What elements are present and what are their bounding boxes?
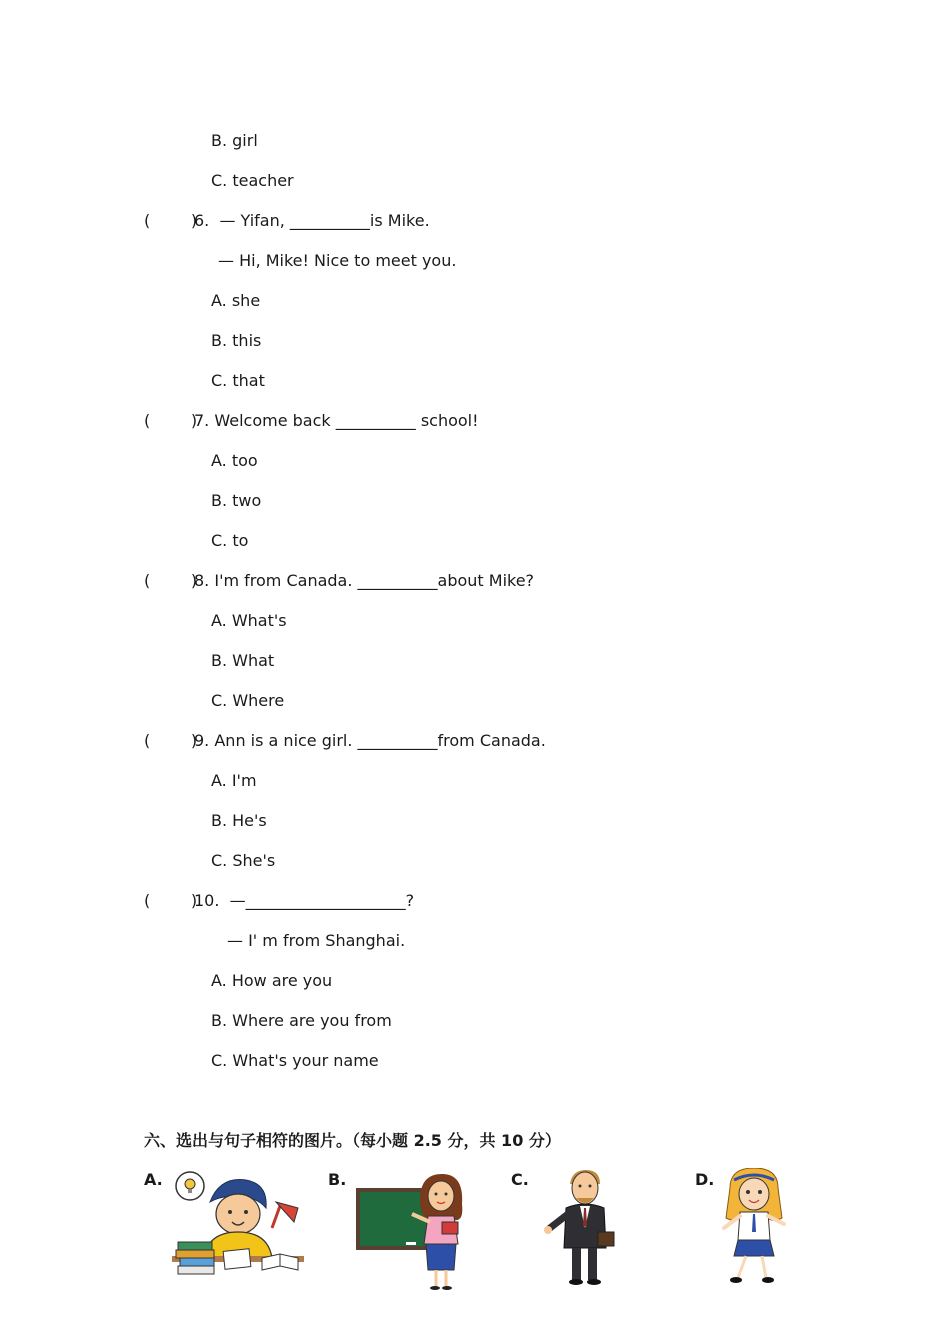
question-reply: — I' m from Shanghai. <box>227 931 406 950</box>
option-b: B. Where are you from <box>211 1011 392 1030</box>
teacher-blackboard-illustration <box>350 1170 478 1294</box>
question-stem: 10. —____________________? <box>194 891 415 910</box>
q5-option-b: B. girl <box>211 131 258 150</box>
option-b: B. two <box>211 491 262 510</box>
option-a: A. I'm <box>211 771 257 790</box>
option-b: B. He's <box>211 811 267 830</box>
answer-paren[interactable]: ( ) <box>144 891 198 910</box>
question-stem: 7. Welcome back __________ school! <box>194 411 479 430</box>
question-stem: 9. Ann is a nice girl. __________from Canada. <box>194 731 546 750</box>
option-c: C. Where <box>211 691 285 710</box>
answer-paren[interactable]: ( ) <box>144 411 198 430</box>
option-c: C. She's <box>211 851 276 870</box>
option-c: C. that <box>211 371 265 390</box>
option-a: A. too <box>211 451 258 470</box>
picture-label-a: A. <box>144 1170 163 1189</box>
schoolgirl-illustration <box>712 1168 796 1288</box>
option-c: C. What's your name <box>211 1051 379 1070</box>
question-stem: 8. I'm from Canada. __________about Mike? <box>194 571 535 590</box>
option-a: A. What's <box>211 611 287 630</box>
option-b: B. this <box>211 331 262 350</box>
q5-option-c: C. teacher <box>211 171 294 190</box>
picture-label-b: B. <box>328 1170 347 1189</box>
answer-paren[interactable]: ( ) <box>144 211 198 230</box>
option-b: B. What <box>211 651 275 670</box>
question-stem: 6. — Yifan, __________is Mike. <box>194 211 430 230</box>
question-reply: — Hi, Mike! Nice to meet you. <box>218 251 457 270</box>
option-c: C. to <box>211 531 249 550</box>
answer-paren[interactable]: ( ) <box>144 731 198 750</box>
student-studying-illustration <box>168 1166 308 1282</box>
picture-label-c: C. <box>511 1170 529 1189</box>
option-a: A. she <box>211 291 261 310</box>
answer-paren[interactable]: ( ) <box>144 571 198 590</box>
businessman-illustration <box>536 1168 632 1288</box>
section-heading: 六、选出与句子相符的图片。（每小题 2.5 分，共 10 分） <box>144 1131 561 1150</box>
option-a: A. How are you <box>211 971 333 990</box>
picture-label-d: D. <box>695 1170 715 1189</box>
